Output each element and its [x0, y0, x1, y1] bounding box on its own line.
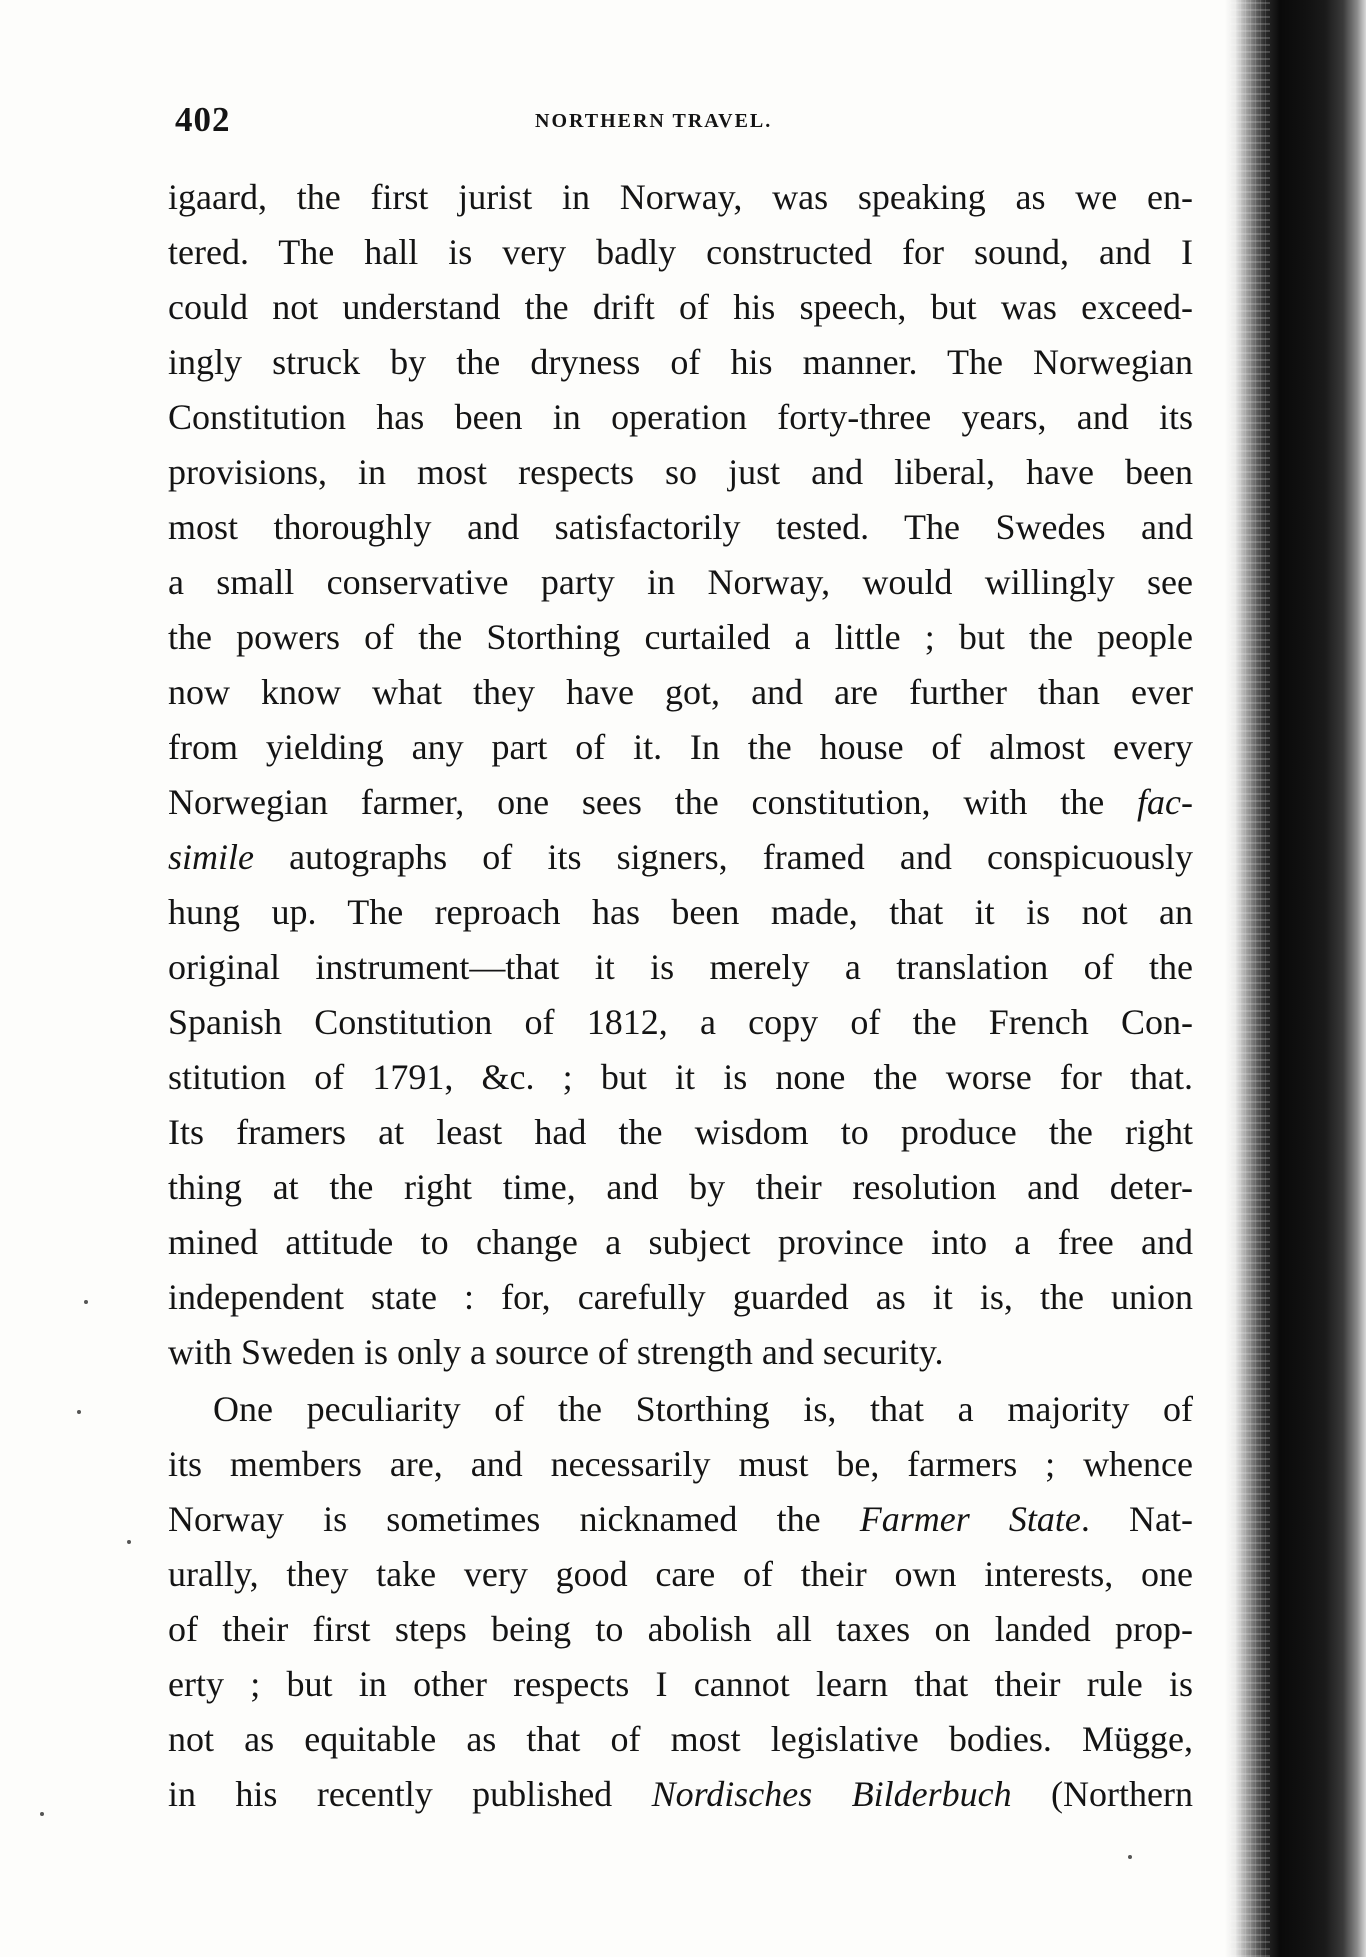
- text-line: Constitution has been in operation forty-three years, and its: [168, 397, 1193, 437]
- text-line: a small conservative party in Norway, would willingly see: [168, 562, 1193, 602]
- scan-speck: [77, 1410, 81, 1414]
- text-line: stitution of 1791, &c. ; but it is none the worse for that.: [168, 1057, 1193, 1097]
- binding-speckle: [1230, 0, 1270, 1957]
- text-line: provisions, in most respects so just and liberal, have been: [168, 452, 1193, 492]
- text-line: igaard, the first jurist in Norway, was speaking as we en-: [168, 177, 1193, 217]
- text-line: ingly struck by the dryness of his manner. The Norwegian: [168, 342, 1193, 382]
- text-line: Its framers at least had the wisdom to produce the right: [168, 1112, 1193, 1152]
- text-line: urally, they take very good care of their own interests, one: [168, 1554, 1193, 1594]
- text-line: with Sweden is only a source of strength and security.: [168, 1332, 944, 1372]
- scan-speck: [40, 1812, 44, 1816]
- text-line: independent state : for, carefully guarded as it is, the union: [168, 1277, 1193, 1317]
- text-line: simile autographs of its signers, framed and conspicuously: [168, 837, 1193, 877]
- paragraph-1: [168, 170, 1193, 1380]
- scan-speck: [127, 1540, 131, 1544]
- text-line: One peculiarity of the Storthing is, that a majority of: [213, 1389, 1193, 1429]
- text-line: original instrument—that it is merely a translation of the: [168, 947, 1193, 987]
- page-header: [175, 100, 1195, 140]
- italic-term: Farmer State: [859, 1499, 1081, 1539]
- text-line: Norwegian farmer, one sees the constitution, with the fac-: [168, 782, 1193, 822]
- text-line: the powers of the Storthing curtailed a little ; but the people: [168, 617, 1193, 657]
- body-text: [168, 170, 1193, 1822]
- text-line: from yielding any part of it. In the house of almost every: [168, 727, 1193, 767]
- running-title: NORTHERN TRAVEL.: [535, 110, 773, 132]
- text-line: mined attitude to change a subject province into a free and: [168, 1222, 1193, 1262]
- text-line: thing at the right time, and by their resolution and deter-: [168, 1167, 1193, 1207]
- italic-term: simile: [168, 837, 254, 877]
- text-line: Spanish Constitution of 1812, a copy of the French Con-: [168, 1002, 1193, 1042]
- text-line: now know what they have got, and are further than ever: [168, 672, 1193, 712]
- text-line: in his recently published Nordisches Bilderbuch (Northern: [168, 1774, 1193, 1814]
- paragraph-2: [168, 1382, 1193, 1822]
- italic-term: Nordisches Bilderbuch: [651, 1774, 1012, 1814]
- italic-term: fac-: [1137, 782, 1193, 822]
- text-line: of their first steps being to abolish all taxes on landed prop-: [168, 1609, 1193, 1649]
- scan-speck: [1128, 1855, 1132, 1859]
- text-line: Norway is sometimes nicknamed the Farmer State. Nat-: [168, 1499, 1193, 1539]
- scan-speck: [84, 1300, 88, 1304]
- text-line: erty ; but in other respects I cannot learn that their rule is: [168, 1664, 1193, 1704]
- text-line: could not understand the drift of his speech, but was exceed-: [168, 287, 1193, 327]
- text-line: its members are, and necessarily must be, farmers ; whence: [168, 1444, 1193, 1484]
- page-number: 402: [175, 100, 231, 139]
- text-line: hung up. The reproach has been made, that it is not an: [168, 892, 1193, 932]
- text-line: most thoroughly and satisfactorily tested. The Swedes and: [168, 507, 1193, 547]
- text-line: tered. The hall is very badly constructed for sound, and I: [168, 232, 1193, 272]
- text-line: not as equitable as that of most legislative bodies. Mügge,: [168, 1719, 1193, 1759]
